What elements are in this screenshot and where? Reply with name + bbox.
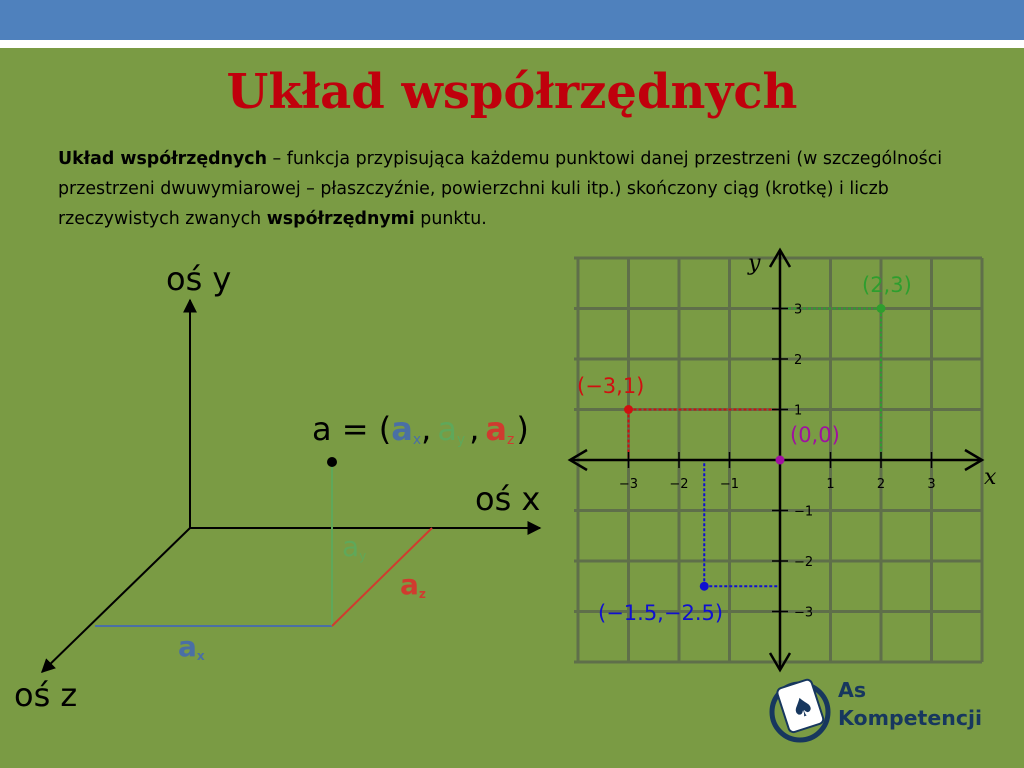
graph-point-label: (−3,1) (577, 374, 645, 398)
brand-name (838, 676, 982, 732)
vector-comp-y: a (437, 410, 457, 448)
definition-term: Układ współrzędnych (58, 149, 267, 169)
axis-z-label-3d: oś z (14, 676, 78, 714)
graph-point-label: (−1.5,−2.5) (598, 601, 724, 625)
spade-card-icon (776, 679, 824, 734)
label-az: az (400, 568, 426, 601)
y-tick-label: 3 (794, 302, 803, 318)
definition-keyword: współrzędnymi (266, 209, 415, 229)
x-tick-label: −1 (719, 477, 740, 492)
x-tick-label: −2 (669, 477, 689, 492)
slide-title: Układ współrzędnych (226, 64, 798, 120)
axis-y-label-3d: oś y (166, 260, 232, 298)
svg-text:♠: ♠ (787, 690, 819, 727)
label-ax: ax (178, 630, 205, 663)
vector-comp-x-sub: x (412, 432, 422, 448)
definition-end: punktu. (414, 209, 487, 229)
x-tick-label: 1 (826, 477, 835, 492)
x-tick-label: −3 (618, 477, 639, 492)
graph-point-label: (2,3) (862, 273, 912, 297)
axis-x-label-3d: oś x (475, 480, 541, 518)
vector-sep-1: , (421, 410, 432, 448)
y-tick-label: 1 (794, 403, 803, 419)
vector-comp-x: a (391, 410, 413, 448)
vector-sep-2: , (469, 410, 480, 448)
brand-line-2: Kompetencji (838, 706, 983, 730)
graph-x-axis-label: x (984, 465, 997, 490)
y-tick-label: −3 (794, 605, 814, 621)
y-tick-label: 2 (794, 353, 803, 368)
definition-text: – funkcja przypisująca każdemu punktowi danej przestrzeni (w szczególności przestrzeni dwuwymiarowej – płaszczyźnie, powierzchni kuli itp.) skończony ciąg (krotkę) i liczb rzeczywistych zwanych (58, 149, 943, 229)
x-tick-label: 3 (927, 477, 936, 492)
vector-comp-z: a (485, 410, 507, 448)
graph-y-axis-label: y (748, 251, 761, 276)
vector-close: ) (516, 410, 529, 448)
x-tick-label: 2 (876, 477, 886, 492)
y-tick-label: −1 (794, 504, 814, 520)
label-ay: ay (342, 530, 367, 563)
graph-point-label: (0,0) (790, 423, 840, 447)
vector-eq-prefix: a = ( (312, 410, 392, 448)
vector-comp-y-sub: y (456, 432, 466, 448)
y-tick-label: −2 (794, 555, 814, 570)
vector-comp-z-sub: z (506, 432, 515, 448)
brand-line-1: As (838, 678, 867, 702)
